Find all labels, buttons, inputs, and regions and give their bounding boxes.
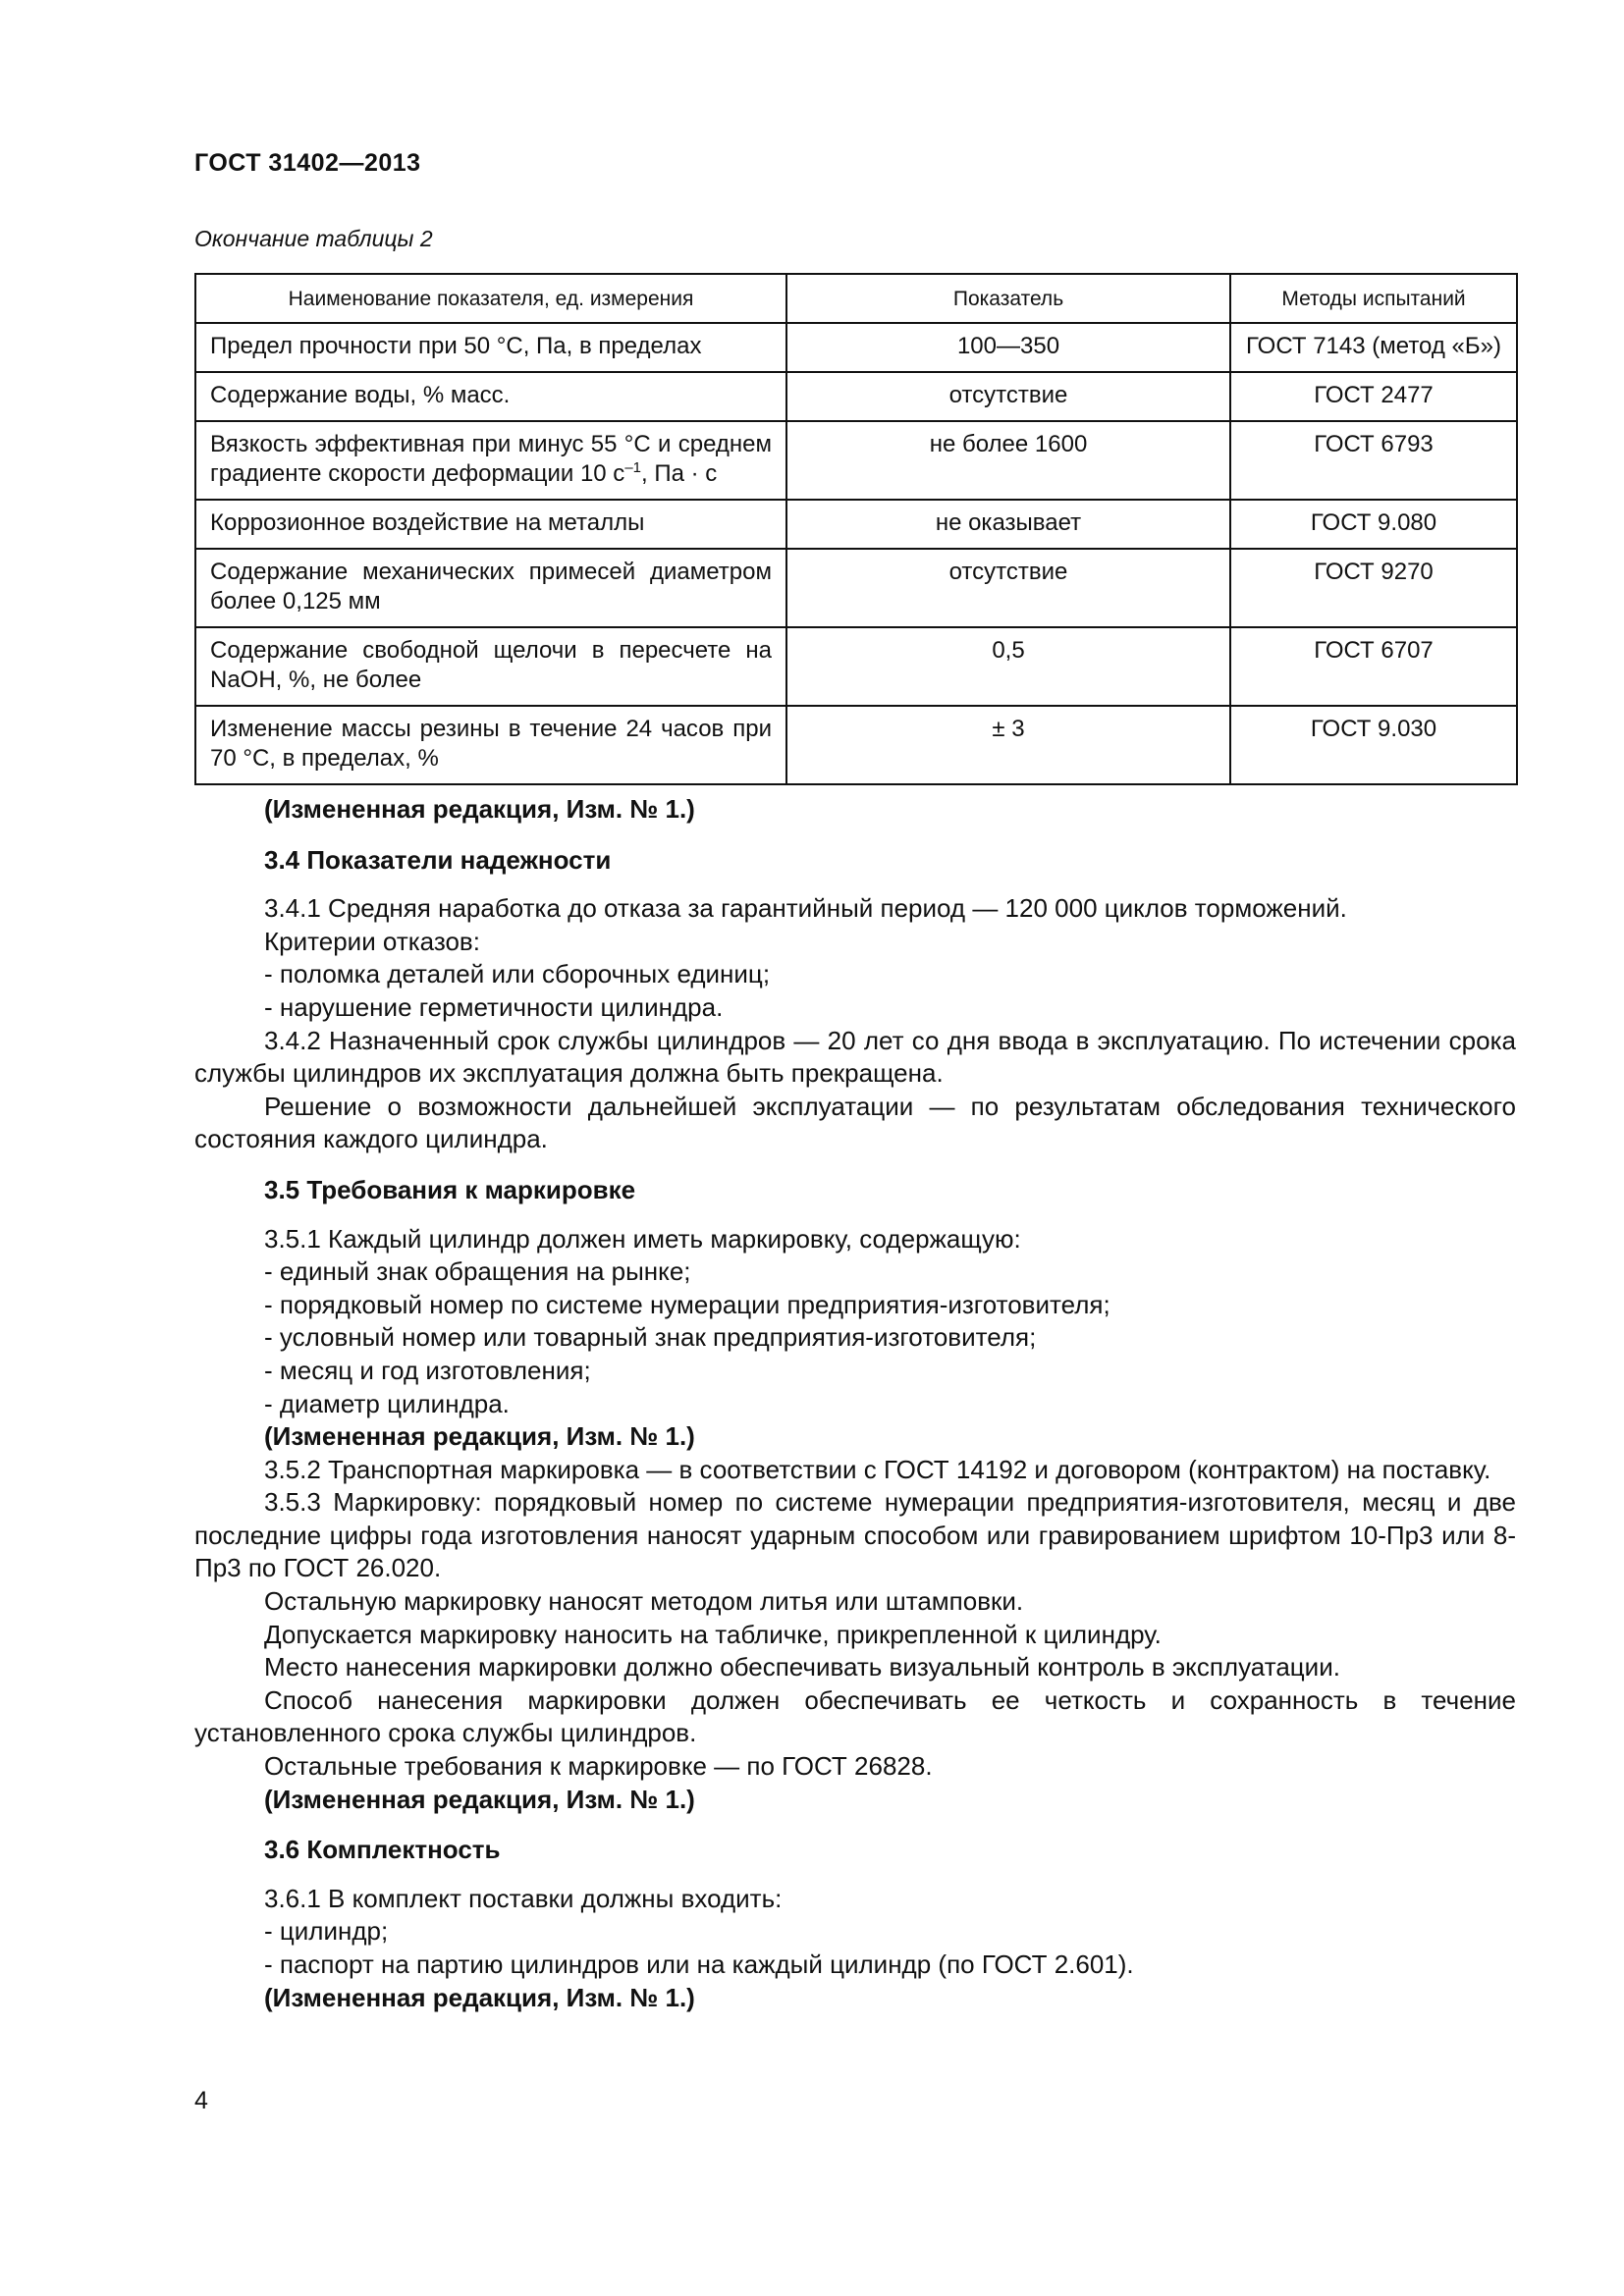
cell-property-name: Предел прочности при 50 °С, Па, в пределах <box>195 323 786 372</box>
list-item: - поломка деталей или сборочных единиц; <box>264 959 771 989</box>
cell-property-value: ± 3 <box>786 706 1230 784</box>
paragraph: 3.4.1 Средняя наработка до отказа за гарантийный период — 120 000 циклов торможений. <box>264 893 1347 924</box>
table-row <box>195 500 1517 549</box>
cell-test-method: ГОСТ 6793 <box>1230 421 1517 500</box>
exponent-superscript: –1 <box>624 459 641 476</box>
list-item: - цилиндр; <box>264 1916 389 1947</box>
amendment-note: (Измененная редакция, Изм. № 1.) <box>264 1421 695 1452</box>
cell-property-name: Содержание механических примесей диаметром более 0,125 мм <box>195 549 786 627</box>
cell-property-value: 0,5 <box>786 627 1230 706</box>
list-item: - нарушение герметичности цилиндра. <box>264 991 724 1022</box>
list-item: - условный номер или товарный знак предприятия-изготовителя; <box>264 1322 1037 1353</box>
cell-property-name <box>195 421 786 500</box>
column-header-name: Наименование показателя, ед. измерения <box>195 274 786 323</box>
cell-test-method: ГОСТ 9.030 <box>1230 706 1517 784</box>
table-row <box>195 323 1517 372</box>
amendment-note: (Измененная редакция, Изм. № 1.) <box>264 1784 695 1814</box>
page-number: 4 <box>194 2087 208 2114</box>
section-heading: 3.6 Комплектность <box>264 1835 501 1865</box>
paragraph: Критерии отказов: <box>264 926 480 956</box>
paragraph: 3.4.2 Назначенный срок службы цилиндров — 20 лет со дня ввода в эксплуатацию. По истечении срока службы цилиндров их эксплуатация должна быть прекращена. <box>194 1025 1516 1089</box>
paragraph: 3.5.2 Транспортная маркировка — в соответствии с ГОСТ 14192 и договором (контрактом) на поставку. <box>264 1454 1491 1484</box>
column-header-method: Методы испытаний <box>1230 274 1517 323</box>
table-header-row <box>195 274 1517 323</box>
cell-test-method: ГОСТ 2477 <box>1230 372 1517 421</box>
paragraph: 3.6.1 В комплект поставки должны входить: <box>264 1883 783 1913</box>
paragraph: Место нанесения маркировки должно обеспечивать визуальный контроль в эксплуатации. <box>264 1652 1340 1682</box>
property-name-unit: , Па · с <box>641 460 718 487</box>
property-name-text: Вязкость эффективная при минус 55 °С и среднем градиенте скорости деформации 10 с <box>210 431 772 487</box>
amendment-note: (Измененная редакция, Изм. № 1.) <box>264 794 695 824</box>
cell-property-value: не более 1600 <box>786 421 1230 500</box>
cell-property-name: Изменение массы резины в течение 24 часов при 70 °С, в пределах, % <box>195 706 786 784</box>
cell-property-name: Коррозионное воздействие на металлы <box>195 500 786 549</box>
list-item: - порядковый номер по системе нумерации предприятия-изготовителя; <box>264 1289 1110 1319</box>
paragraph: Остальные требования к маркировке — по ГОСТ 26828. <box>264 1751 933 1782</box>
list-item: - паспорт на партию цилиндров или на каждый цилиндр (по ГОСТ 2.601). <box>264 1949 1134 1979</box>
cell-test-method: ГОСТ 9270 <box>1230 549 1517 627</box>
table-row <box>195 627 1517 706</box>
paragraph: 3.5.1 Каждый цилиндр должен иметь маркировку, содержащую: <box>264 1223 1021 1254</box>
column-header-value: Показатель <box>786 274 1230 323</box>
section-heading: 3.5 Требования к маркировке <box>264 1174 636 1204</box>
table-row <box>195 706 1517 784</box>
paragraph: Способ нанесения маркировки должен обеспечивать ее четкость и сохранность в течение установленного срока службы цилиндров. <box>194 1684 1516 1748</box>
list-item: - единый знак обращения на рынке; <box>264 1256 691 1287</box>
properties-table <box>194 273 1518 785</box>
section-heading: 3.4 Показатели надежности <box>264 844 612 875</box>
document-code-header: ГОСТ 31402—2013 <box>194 149 421 177</box>
paragraph: Остальную маркировку наносят методом литья или штамповки. <box>264 1586 1024 1617</box>
amendment-note: (Измененная редакция, Изм. № 1.) <box>264 1982 695 2012</box>
cell-property-value: не оказывает <box>786 500 1230 549</box>
paragraph: Решение о возможности дальнейшей эксплуатации — по результатам обследования технического состояния каждого цилиндра. <box>194 1091 1516 1154</box>
list-item: - диаметр цилиндра. <box>264 1388 510 1418</box>
cell-test-method: ГОСТ 6707 <box>1230 627 1517 706</box>
list-item: - месяц и год изготовления; <box>264 1355 591 1385</box>
cell-test-method: ГОСТ 9.080 <box>1230 500 1517 549</box>
cell-property-value: отсутствие <box>786 549 1230 627</box>
table-row <box>195 372 1517 421</box>
cell-test-method: ГОСТ 7143 (метод «Б») <box>1230 323 1517 372</box>
table-caption: Окончание таблицы 2 <box>194 226 433 251</box>
table-row <box>195 549 1517 627</box>
paragraph: 3.5.3 Маркировку: порядковый номер по системе нумерации предприятия-изготовителя, месяц и две последние цифры года изготовления наносят ударным способом или гравированием шрифтом 10-Пр3 или 8-Пр3 по ГОСТ 26.020. <box>194 1487 1516 1583</box>
cell-property-value: отсутствие <box>786 372 1230 421</box>
paragraph: Допускается маркировку наносить на табличке, прикрепленной к цилиндру. <box>264 1619 1162 1649</box>
cell-property-value: 100—350 <box>786 323 1230 372</box>
cell-property-name: Содержание воды, % масс. <box>195 372 786 421</box>
document-body <box>194 793 1516 2014</box>
cell-property-name: Содержание свободной щелочи в пересчете на NaOH, %, не более <box>195 627 786 706</box>
table-row <box>195 421 1517 500</box>
